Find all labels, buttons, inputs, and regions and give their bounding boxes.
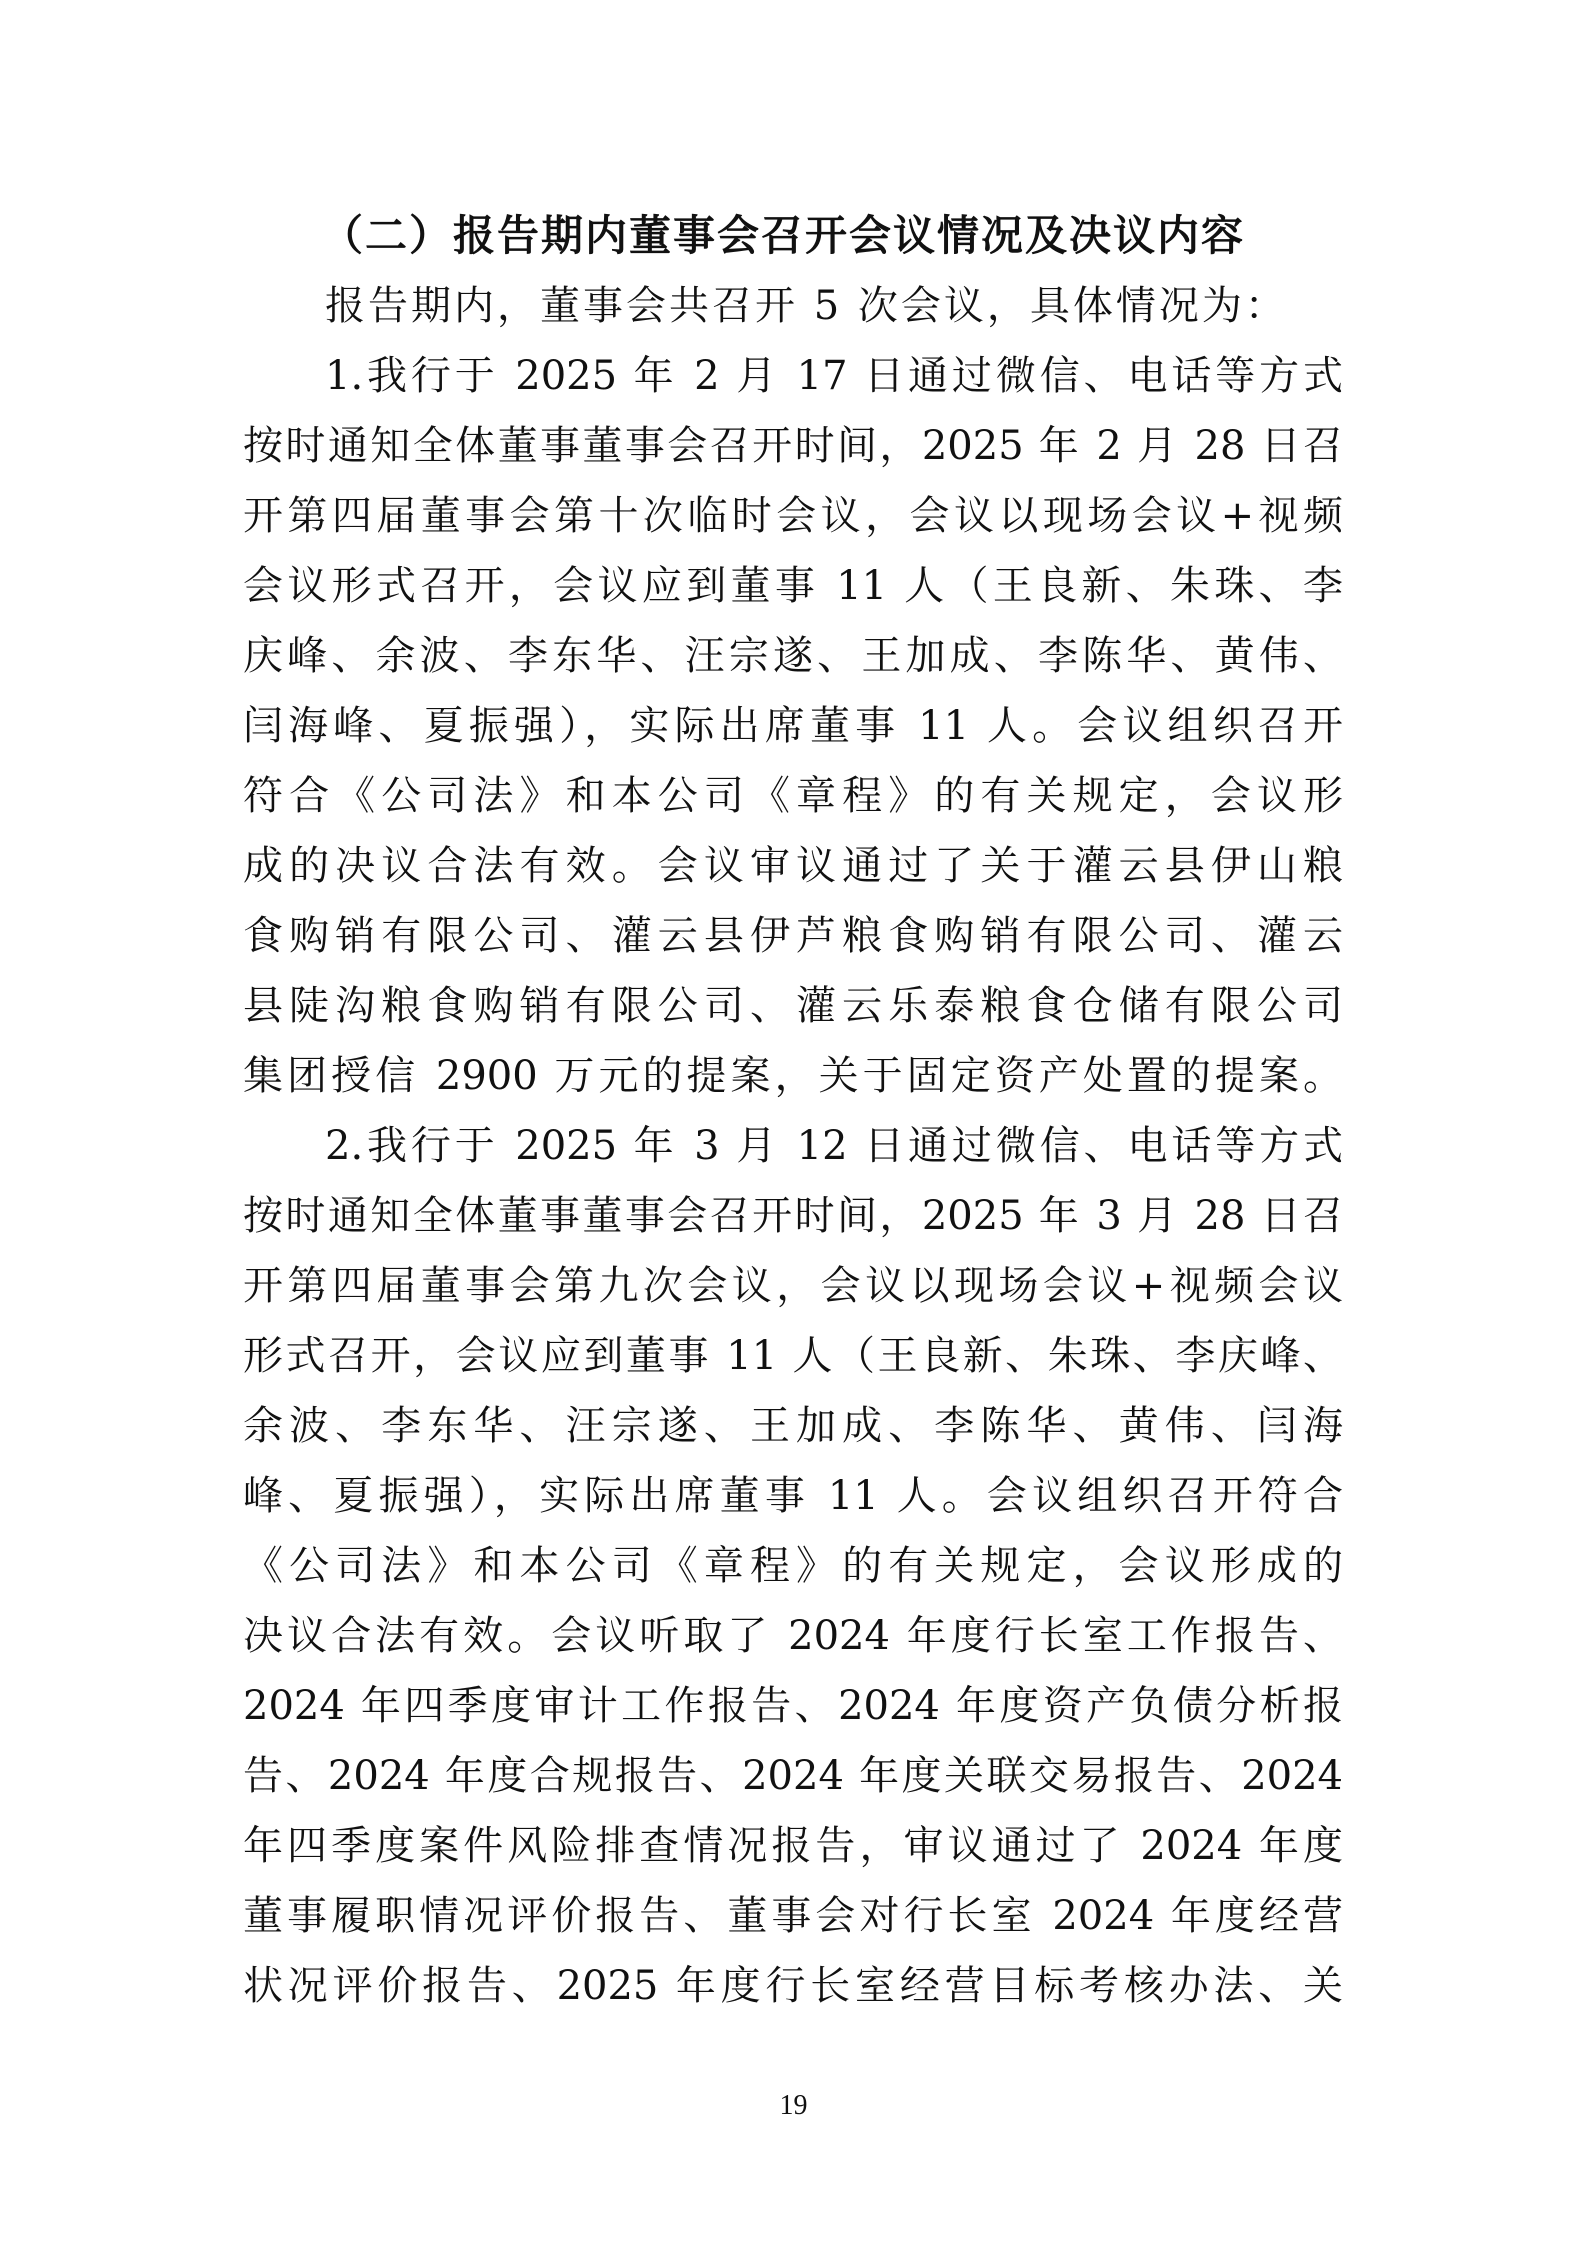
paragraph1-line: 庆峰、余波、李东华、汪宗遂、王加成、李陈华、黄伟、 bbox=[243, 633, 1343, 679]
paragraph2-line: 2.我行于 2025 年 3 月 12 日通过微信、电话等方式 bbox=[325, 1123, 1343, 1169]
paragraph1-line: 会议形式召开，会议应到董事 11 人（王良新、朱珠、李 bbox=[243, 563, 1343, 609]
paragraph1-line: 开第四届董事会第十次临时会议，会议以现场会议+视频 bbox=[243, 493, 1343, 539]
paragraph2-line: 开第四届董事会第九次会议，会议以现场会议+视频会议 bbox=[243, 1263, 1343, 1309]
paragraph1-line: 1.我行于 2025 年 2 月 17 日通过微信、电话等方式 bbox=[325, 353, 1343, 399]
paragraph2-line: 状况评价报告、2025 年度行长室经营目标考核办法、关 bbox=[243, 1963, 1343, 2009]
paragraph2-line: 峰、夏振强），实际出席董事 11 人。会议组织召开符合 bbox=[243, 1473, 1343, 1519]
paragraph2-line: 年四季度案件风险排查情况报告，审议通过了 2024 年度 bbox=[243, 1823, 1343, 1869]
paragraph2-line: 决议合法有效。会议听取了 2024 年度行长室工作报告、 bbox=[243, 1613, 1343, 1659]
paragraph1-line: 集团授信 2900 万元的提案，关于固定资产处置的提案。 bbox=[243, 1053, 1343, 1099]
paragraph1-line: 按时通知全体董事董事会召开时间，2025 年 2 月 28 日召 bbox=[243, 423, 1343, 469]
paragraph1-line: 成的决议合法有效。会议审议通过了关于灌云县伊山粮 bbox=[243, 843, 1343, 889]
paragraph1-line: 县陡沟粮食购销有限公司、灌云乐泰粮食仓储有限公司 bbox=[243, 983, 1343, 1029]
paragraph2-line: 告、2024 年度合规报告、2024 年度关联交易报告、2024 bbox=[243, 1753, 1343, 1799]
paragraph1-line: 闫海峰、夏振强），实际出席董事 11 人。会议组织召开 bbox=[243, 703, 1343, 749]
paragraph2-line: 形式召开，会议应到董事 11 人（王良新、朱珠、李庆峰、 bbox=[243, 1333, 1343, 1379]
paragraph2-line: 余波、李东华、汪宗遂、王加成、李陈华、黄伟、闫海 bbox=[243, 1403, 1343, 1449]
paragraph2-line: 董事履职情况评价报告、董事会对行长室 2024 年度经营 bbox=[243, 1893, 1343, 1939]
paragraph1-line: 食购销有限公司、灌云县伊芦粮食购销有限公司、灌云 bbox=[243, 913, 1343, 959]
paragraph1-line: 符合《公司法》和本公司《章程》的有关规定，会议形 bbox=[243, 773, 1343, 819]
paragraph2-line: 2024 年四季度审计工作报告、2024 年度资产负债分析报 bbox=[243, 1683, 1343, 1729]
page-number: 19 bbox=[779, 2090, 808, 2121]
paragraph2-line: 按时通知全体董事董事会召开时间，2025 年 3 月 28 日召 bbox=[243, 1193, 1343, 1239]
section-heading: （二）报告期内董事会召开会议情况及决议内容 bbox=[321, 211, 1246, 260]
paragraph2-line: 《公司法》和本公司《章程》的有关规定，会议形成的 bbox=[243, 1543, 1343, 1589]
intro-line: 报告期内，董事会共召开 5 次会议，具体情况为： bbox=[325, 283, 1288, 329]
